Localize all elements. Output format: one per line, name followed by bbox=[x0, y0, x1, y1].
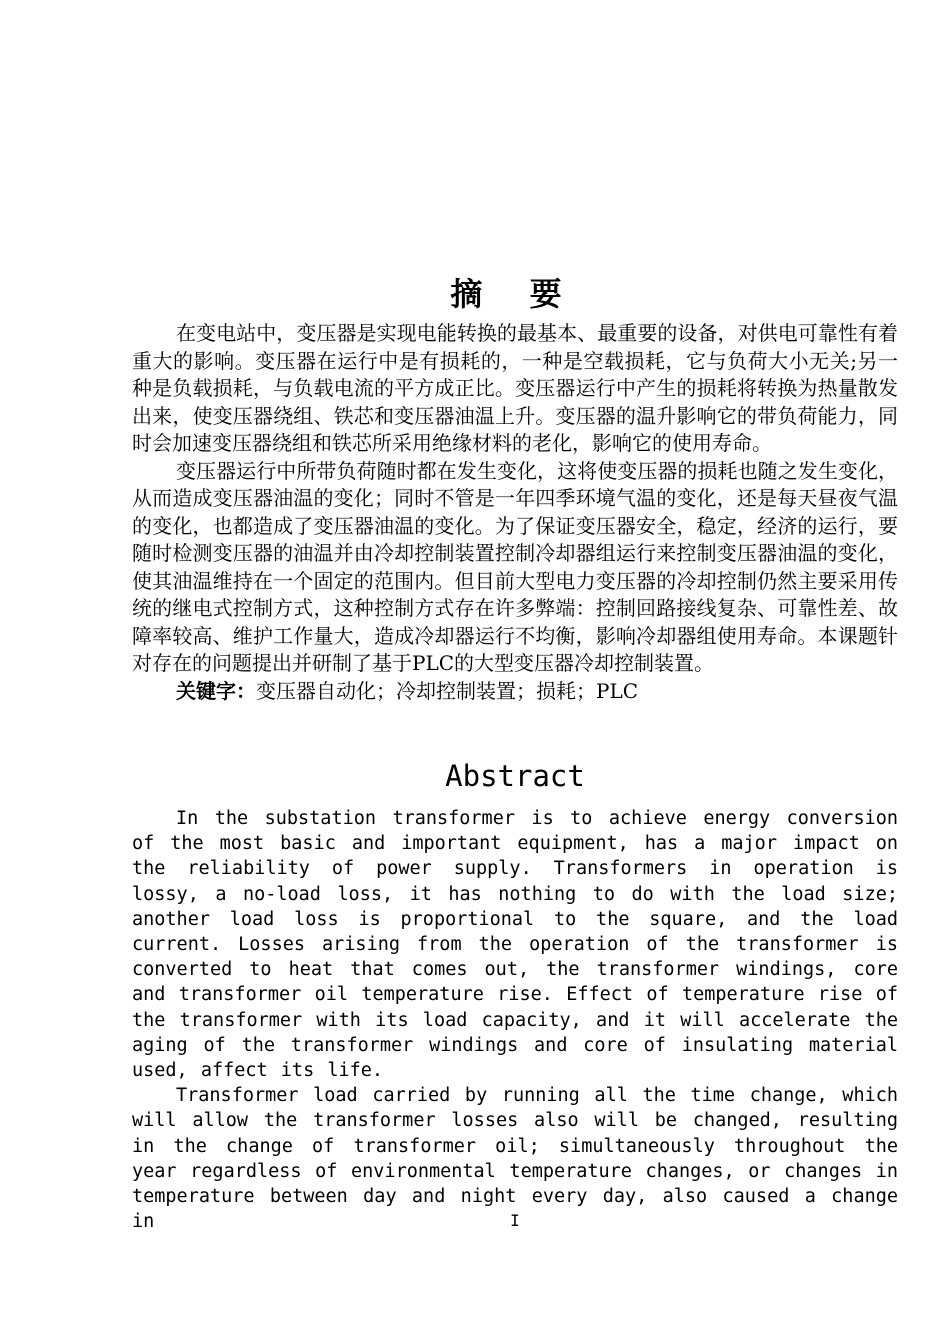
abstract-en-body bbox=[132, 806, 898, 1234]
abstract-en-paragraph: In the substation transformer is to achieve energy conversion of the most basic and important equipment, has a major impact on the reliability of power supply. Transformers in operation is lossy, a no-load loss, it has nothing to do with the load size; another load loss is proportional to the square, and the load current. Losses arising from the operation of the transformer is converted to heat that comes out, the transformer windings, core and transformer oil temperature rise. Effect of temperature rise of the transformer with its load capacity, and it will accelerate the aging of the transformer windings and core of insulating material used, affect its life. bbox=[132, 808, 898, 1082]
keywords-label: 关键字： bbox=[176, 678, 256, 703]
abstract-cn-paragraph: 在变电站中，变压器是实现电能转换的最基本、最重要的设备，对供电可靠性有着重大的影响。变压器在运行中是有损耗的，一种是空载损耗，它与负荷大小无关;另一种是负载损耗，与负载电流的平方成正比。变压器运行中产生的损耗将转换为热量散发出来，使变压器绕组、铁芯和变压器油温上升。变压器的温升影响它的带负荷能力，同时会加速变压器绕组和铁芯所采用绝缘材料的老化，影响它的使用寿命。 bbox=[132, 321, 898, 455]
keywords-line bbox=[132, 678, 898, 706]
page-number: I bbox=[510, 1211, 520, 1230]
abstract-en-title: Abstract bbox=[445, 759, 585, 793]
abstract-cn-paragraph: 变压器运行中所带负荷随时都在发生变化，这将使变压器的损耗也随之发生变化，从而造成变压器油温的变化；同时不管是一年四季环境气温的变化，还是每天昼夜气温的变化，也都造成了变压器油温的变化。为了保证变压器安全，稳定，经济的运行，要随时检测变压器的油温并由冷却控制装置控制冷却器组运行来控制变压器油温的变化，使其油温维持在一个固定的范围内。但目前大型电力变压器的冷却控制仍然主要采用传统的继电式控制方式，这种控制方式存在许多弊端：控制回路接线复杂、可靠性差、故障率较高、维护工作量大，造成冷却器运行不均衡，影响冷却器组使用寿命。本课题针对存在的问题提出并研制了基于PLC的大型变压器冷却控制装置。 bbox=[132, 458, 898, 675]
abstract-cn-body bbox=[132, 320, 898, 705]
keywords-text: 变压器自动化；冷却控制装置；损耗；PLC bbox=[256, 678, 639, 703]
abstract-cn-title: 摘 要 bbox=[450, 275, 580, 313]
abstract-en-paragraph: Transformer load carried by running all the time change, which will allow the transformer losses also will be changed, resulting in the change of transformer oil; simultaneously throughout the year regardless of environmental temperature changes, or changes in temperature between day and night every day, also caused a change in bbox=[132, 1085, 898, 1233]
